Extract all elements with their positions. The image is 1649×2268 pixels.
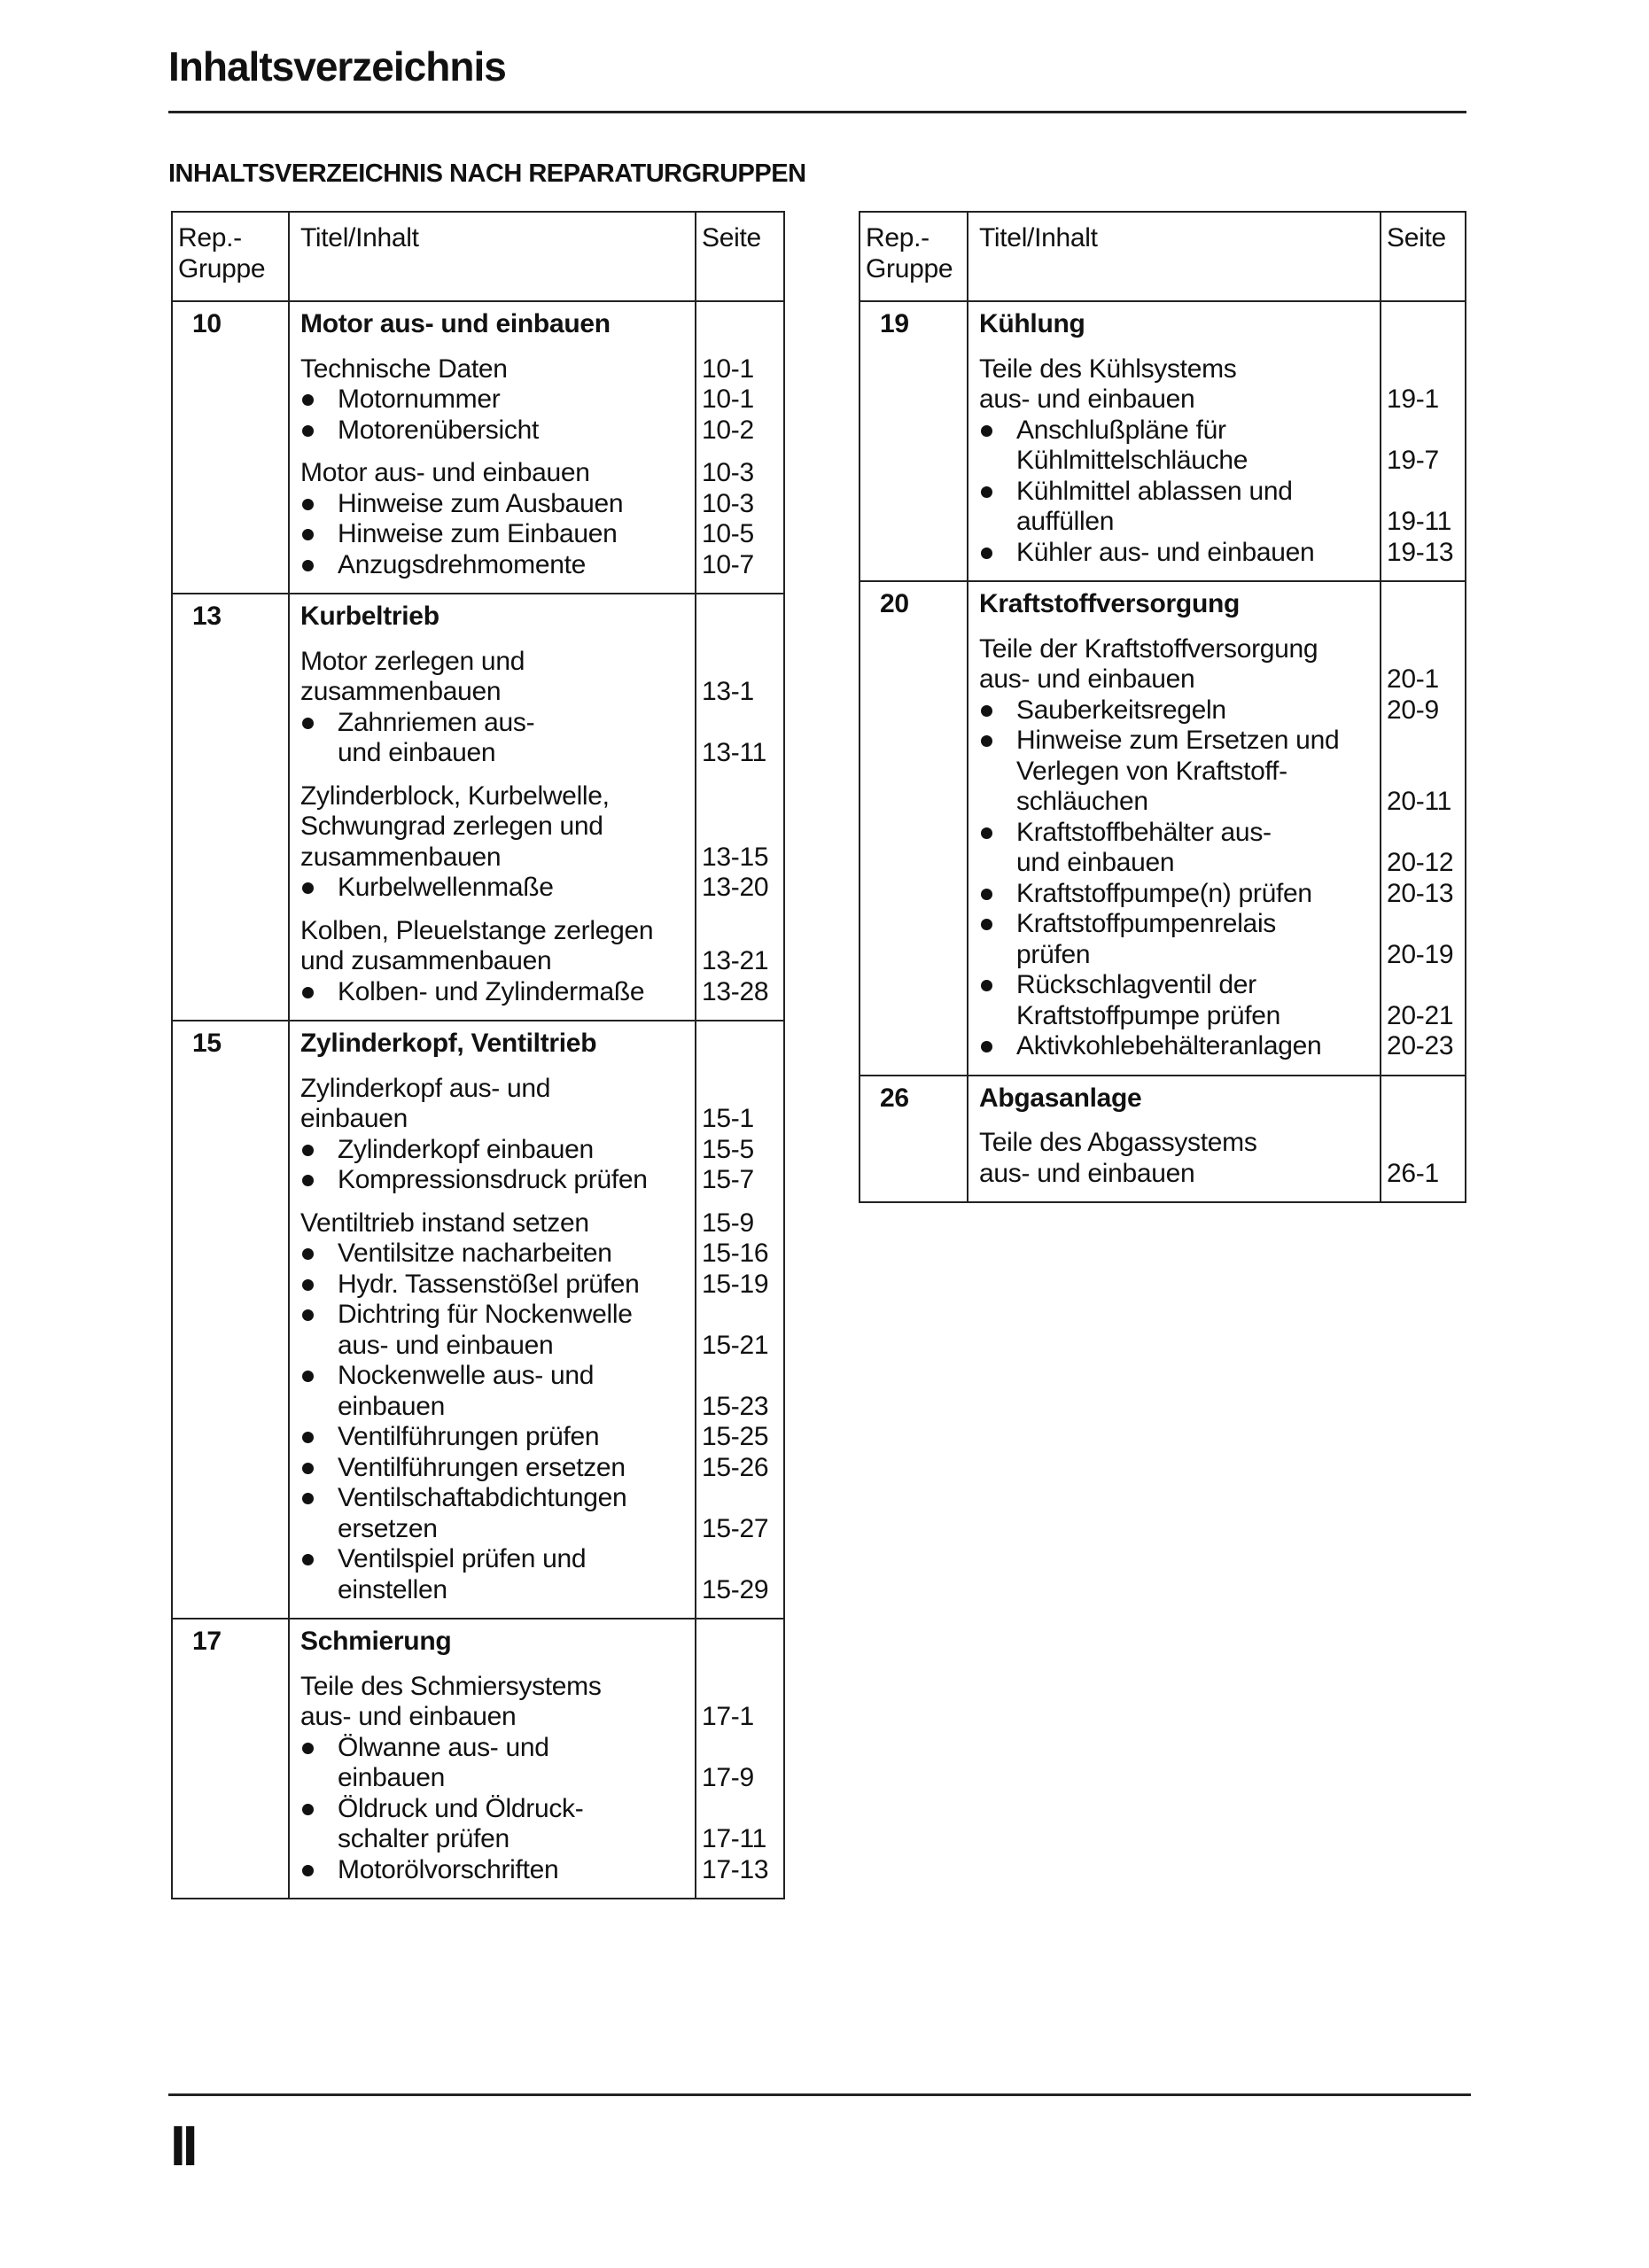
toc-entry: Zylinderkopf aus- und xyxy=(300,1073,551,1103)
group-contents xyxy=(288,1021,695,1618)
page-ref: 15-29 xyxy=(702,1574,769,1604)
toc-entry-bullet: Sauberkeitsregeln xyxy=(979,695,1374,726)
page-ref: 19-13 xyxy=(1387,537,1454,567)
page-ref: 15-19 xyxy=(702,1269,769,1299)
toc-entry: und zusammenbauen xyxy=(300,946,552,975)
page-ref xyxy=(1387,1128,1465,1159)
toc-entry-bullet: Ventilschaftabdichtungen xyxy=(300,1483,689,1514)
page-ref: 15-23 xyxy=(702,1391,769,1421)
toc-entry: aus- und einbauen xyxy=(300,1702,517,1731)
toc-entry: und einbauen xyxy=(1016,848,1175,877)
toc-table-left xyxy=(171,211,785,1899)
toc-entry-bullet: Anzugsdrehmomente xyxy=(300,550,689,581)
toc-entry-bullet: Hydr. Tassenstößel prüfen xyxy=(300,1270,689,1301)
page-ref: 17-9 xyxy=(702,1763,754,1792)
toc-entry-bullet: Aktivkohlebehälteranlagen xyxy=(979,1031,1374,1062)
toc-entry: Schwungrad zerlegen und xyxy=(300,812,603,841)
page-ref: 15-1 xyxy=(702,1104,754,1133)
page-title: Inhaltsverzeichnis xyxy=(168,43,506,89)
toc-section xyxy=(300,1074,689,1196)
toc-entry-bullet: Ölwanne aus- und xyxy=(300,1733,689,1764)
page-ref xyxy=(1387,909,1465,940)
toc-entry: schläuchen xyxy=(1016,787,1148,816)
toc-section xyxy=(979,1128,1374,1189)
toc-section xyxy=(300,1208,689,1606)
group-pages xyxy=(695,302,783,593)
group-contents xyxy=(288,594,695,1020)
group-title: Kühlung xyxy=(979,309,1085,338)
page-section xyxy=(702,1074,783,1196)
toc-table-right xyxy=(859,211,1466,1203)
page-ref: 15-27 xyxy=(702,1513,769,1543)
page-ref xyxy=(702,1300,783,1331)
page-ref: 10-1 xyxy=(702,353,754,384)
page-ref: 10-3 xyxy=(702,488,754,518)
group-pages xyxy=(1380,582,1465,1075)
toc-entry: Ventiltrieb instand setzen xyxy=(300,1208,589,1238)
group-contents xyxy=(288,302,695,593)
page-ref xyxy=(1387,354,1465,385)
toc-entry: Kolben, Pleuelstange zerlegen xyxy=(300,915,654,945)
toc-entry-bullet: Anschlußpläne für xyxy=(979,416,1374,447)
footer-rule xyxy=(168,2093,1471,2096)
header-rule xyxy=(168,111,1466,113)
group-title: Kurbeltrieb xyxy=(300,602,439,631)
toc-section xyxy=(979,634,1374,1062)
page-ref xyxy=(1387,757,1465,788)
toc-header-row xyxy=(860,213,1465,302)
group-pages xyxy=(1380,1076,1465,1202)
page-ref: 10-1 xyxy=(702,384,754,414)
toc-entry: zusammenbauen xyxy=(300,842,502,872)
toc-entry-bullet: Nockenwelle aus- und xyxy=(300,1361,689,1392)
toc-entry-bullet: Kraftstoffpumpe(n) prüfen xyxy=(979,879,1374,910)
toc-entry: einbauen xyxy=(338,1763,446,1792)
page-ref xyxy=(1387,818,1465,849)
toc-entry-bullet: Kraftstoffbehälter aus- xyxy=(979,818,1374,849)
header-page-label: Seite xyxy=(695,213,783,300)
toc-entry-bullet: Hinweise zum Ersetzen und xyxy=(979,726,1374,757)
toc-entry-bullet: Zahnriemen aus- xyxy=(300,708,689,739)
toc-entry: prüfen xyxy=(1016,939,1091,969)
toc-section xyxy=(300,458,689,580)
page-section xyxy=(702,354,783,447)
header-page-label: Seite xyxy=(1380,213,1465,300)
page-ref: 15-7 xyxy=(702,1165,754,1194)
toc-entry: zusammenbauen xyxy=(300,677,502,706)
group-number: 20 xyxy=(880,589,909,618)
group-title: Motor aus- und einbauen xyxy=(300,309,611,338)
page-ref: 20-21 xyxy=(1387,1000,1454,1030)
toc-section xyxy=(300,1672,689,1886)
page-ref xyxy=(702,1074,783,1105)
group-pages xyxy=(695,1619,783,1898)
toc-entry: Teile des Abgassystems xyxy=(979,1128,1257,1157)
page-section xyxy=(702,916,783,1008)
toc-entry: Teile des Schmiersystems xyxy=(300,1671,602,1701)
page-ref xyxy=(702,708,783,739)
toc-entry-bullet: Dichtring für Nockenwelle xyxy=(300,1300,689,1331)
header-group-label: Gruppe xyxy=(866,253,953,284)
page-ref: 13-15 xyxy=(702,842,769,872)
toc-section xyxy=(300,916,689,1008)
page-ref: 15-5 xyxy=(702,1134,754,1164)
toc-entry-bullet: Ventilsitze nacharbeiten xyxy=(300,1239,689,1270)
toc-entry-bullet: Kühler aus- und einbauen xyxy=(979,538,1374,569)
page-ref xyxy=(702,1672,783,1703)
page-section xyxy=(702,1208,783,1606)
toc-entry: Zylinderblock, Kurbelwelle, xyxy=(300,781,610,811)
page-section xyxy=(702,781,783,904)
page-ref: 17-11 xyxy=(702,1824,767,1853)
header-group-cell xyxy=(860,213,967,300)
toc-entry-bullet: Ventilführungen ersetzen xyxy=(300,1453,689,1484)
toc-entry-bullet: Motorenübersicht xyxy=(300,416,689,447)
page-ref xyxy=(702,1733,783,1764)
page-ref xyxy=(1387,477,1465,508)
page-ref: 20-19 xyxy=(1387,939,1454,969)
toc-entry-bullet: Ventilspiel prüfen und xyxy=(300,1544,689,1575)
group-title: Abgasanlage xyxy=(979,1083,1142,1113)
page-ref: 26-1 xyxy=(1387,1158,1439,1188)
page-ref: 10-5 xyxy=(702,519,754,548)
page-ref: 13-21 xyxy=(702,946,769,975)
page-section xyxy=(702,647,783,769)
group-title: Kraftstoffversorgung xyxy=(979,589,1241,618)
page-ref: 10-3 xyxy=(702,458,754,487)
page-ref: 20-12 xyxy=(1387,848,1454,877)
toc-entry: Technische Daten xyxy=(300,353,508,384)
toc-group-15 xyxy=(173,1020,783,1618)
toc-entry: einbauen xyxy=(300,1104,408,1133)
page-ref: 15-16 xyxy=(702,1239,769,1268)
toc-entry: aus- und einbauen xyxy=(979,1158,1195,1188)
toc-group-13 xyxy=(173,593,783,1020)
page-ref: 15-26 xyxy=(702,1452,769,1482)
toc-entry: auffüllen xyxy=(1016,507,1115,536)
toc-entry-bullet: Motorölvorschriften xyxy=(300,1855,689,1886)
page-ref xyxy=(1387,726,1465,757)
page-number: II xyxy=(170,2114,195,2178)
toc-group-17 xyxy=(173,1618,783,1898)
page-section xyxy=(702,458,783,580)
group-number: 19 xyxy=(880,309,909,338)
toc-body xyxy=(173,302,783,1898)
group-pages xyxy=(695,1021,783,1618)
header-group-cell xyxy=(173,213,288,300)
toc-section xyxy=(300,647,689,769)
header-group-label: Rep.- xyxy=(178,223,242,252)
toc-entry-bullet: Zylinderkopf einbauen xyxy=(300,1135,689,1166)
page-section xyxy=(702,1672,783,1886)
toc-entry-bullet: Motornummer xyxy=(300,384,689,416)
page-ref: 20-9 xyxy=(1387,695,1439,725)
toc-group-20 xyxy=(860,580,1465,1075)
page-ref: 10-7 xyxy=(702,549,754,579)
page-ref: 17-1 xyxy=(702,1702,754,1731)
page-ref: 13-28 xyxy=(702,976,769,1006)
toc-entry: Motor zerlegen und xyxy=(300,646,525,676)
group-title: Schmierung xyxy=(300,1627,452,1656)
header-title-label: Titel/Inhalt xyxy=(967,213,1380,300)
toc-group-10 xyxy=(173,302,783,593)
page-ref: 20-23 xyxy=(1387,1031,1454,1060)
page-ref xyxy=(1387,970,1465,1001)
page-ref: 19-7 xyxy=(1387,446,1439,475)
page-ref: 15-9 xyxy=(702,1208,754,1238)
toc-group-26 xyxy=(860,1075,1465,1202)
page-section xyxy=(1387,354,1465,569)
page-ref xyxy=(702,781,783,812)
toc-section xyxy=(979,354,1374,569)
page-ref: 15-21 xyxy=(702,1330,769,1360)
toc-entry: einstellen xyxy=(338,1574,447,1604)
page-ref: 13-20 xyxy=(702,873,769,902)
toc-entry: aus- und einbauen xyxy=(979,384,1195,414)
group-number: 17 xyxy=(192,1627,222,1656)
header-group-label: Gruppe xyxy=(178,253,266,284)
group-number: 15 xyxy=(192,1029,222,1058)
toc-section xyxy=(300,354,689,447)
page-ref: 13-1 xyxy=(702,677,754,706)
page-ref xyxy=(702,1483,783,1514)
toc-entry: ersetzen xyxy=(338,1513,438,1543)
page-ref: 20-1 xyxy=(1387,664,1439,694)
page-ref xyxy=(702,1361,783,1392)
toc-entry-bullet: Rückschlagventil der xyxy=(979,970,1374,1001)
group-number: 10 xyxy=(192,309,222,338)
toc-entry-bullet: Kraftstoffpumpenrelais xyxy=(979,909,1374,940)
toc-entry: einbauen xyxy=(338,1391,446,1421)
header-title-label: Titel/Inhalt xyxy=(288,213,695,300)
toc-entry: Teile der Kraftstoffversorgung xyxy=(979,633,1318,664)
toc-entry-bullet: Öldruck und Öldruck- xyxy=(300,1794,689,1825)
group-number: 13 xyxy=(192,602,222,631)
toc-entry: Verlegen von Kraftstoff- xyxy=(1016,756,1287,786)
page-section xyxy=(1387,1128,1465,1189)
toc-entry-bullet: Kurbelwellenmaße xyxy=(300,873,689,904)
page-ref xyxy=(1387,634,1465,665)
toc-entry: aus- und einbauen xyxy=(979,664,1195,694)
page-section xyxy=(1387,634,1465,1062)
toc-entry: Motor aus- und einbauen xyxy=(300,458,590,487)
page-ref: 10-2 xyxy=(702,415,754,445)
page-ref xyxy=(702,1794,783,1825)
page-ref: 20-11 xyxy=(1387,787,1452,816)
page-ref: 19-1 xyxy=(1387,384,1439,414)
group-contents xyxy=(288,1619,695,1898)
group-pages xyxy=(695,594,783,1020)
toc-subtitle: INHALTSVERZEICHNIS NACH REPARATURGRUPPEN xyxy=(168,159,806,188)
group-title: Zylinderkopf, Ventiltrieb xyxy=(300,1029,597,1058)
group-contents xyxy=(967,1076,1380,1202)
page-ref xyxy=(1387,416,1465,447)
toc-entry-bullet: Kolben- und Zylindermaße xyxy=(300,977,689,1008)
page-ref xyxy=(702,812,783,843)
toc-entry-bullet: Kompressionsdruck prüfen xyxy=(300,1165,689,1196)
page-ref xyxy=(702,1544,783,1575)
page-ref xyxy=(702,647,783,678)
toc-section xyxy=(300,781,689,904)
group-contents xyxy=(967,302,1380,580)
toc-entry-bullet: Ventilführungen prüfen xyxy=(300,1422,689,1453)
page-ref: 17-13 xyxy=(702,1854,769,1884)
toc-group-19 xyxy=(860,302,1465,580)
group-contents xyxy=(967,582,1380,1075)
toc-entry: Kühlmittelschläuche xyxy=(1016,446,1248,475)
toc-entry: schalter prüfen xyxy=(338,1824,509,1853)
page-ref: 13-11 xyxy=(702,738,767,767)
toc-entry: und einbauen xyxy=(338,738,496,767)
toc-entry-bullet: Hinweise zum Ausbauen xyxy=(300,489,689,520)
page-ref: 20-13 xyxy=(1387,878,1454,908)
header-group-label: Rep.- xyxy=(866,223,930,252)
page-ref xyxy=(702,916,783,947)
toc-header-row xyxy=(173,213,783,302)
group-number: 26 xyxy=(880,1083,909,1113)
toc-entry-bullet: Kühlmittel ablassen und xyxy=(979,477,1374,508)
page-ref: 15-25 xyxy=(702,1422,769,1451)
group-pages xyxy=(1380,302,1465,580)
page-ref: 19-11 xyxy=(1387,507,1452,536)
toc-entry-bullet: Hinweise zum Einbauen xyxy=(300,519,689,550)
toc-entry: aus- und einbauen xyxy=(338,1330,554,1360)
toc-entry: Kraftstoffpumpe prüfen xyxy=(1016,1000,1281,1030)
toc-entry: Teile des Kühlsystems xyxy=(979,353,1237,384)
toc-body xyxy=(860,302,1465,1201)
